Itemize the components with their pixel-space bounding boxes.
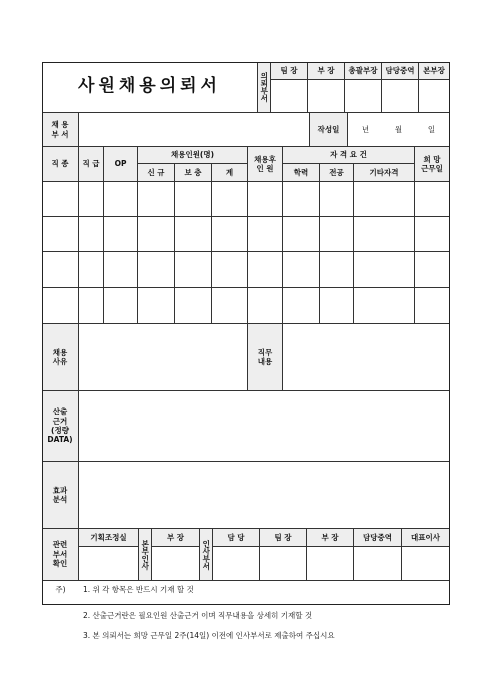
row-2-grade-cell[interactable] bbox=[79, 217, 104, 252]
related-ceo-sign[interactable] bbox=[402, 547, 450, 581]
related-ceo-label: 대표이사 bbox=[402, 529, 450, 547]
row-1-op-cell[interactable] bbox=[104, 182, 138, 217]
row-2-total-cell[interactable] bbox=[212, 217, 248, 252]
effect-label: 효과 분석 bbox=[42, 462, 79, 529]
related-executive-sign[interactable] bbox=[354, 547, 402, 581]
row-2-major-cell[interactable] bbox=[320, 217, 354, 252]
related-dept-label: 관련 부서 확인 bbox=[42, 529, 79, 581]
row-3-other-qualification-cell[interactable] bbox=[354, 252, 415, 288]
row-1-desired-start-cell[interactable] bbox=[415, 182, 450, 217]
reason-field[interactable] bbox=[79, 324, 248, 391]
col-new: 신 규 bbox=[138, 164, 175, 182]
related-in-charge-label: 담 당 bbox=[213, 529, 260, 547]
row-2-new-cell[interactable] bbox=[138, 217, 175, 252]
effect-field[interactable] bbox=[79, 462, 450, 529]
hire-dept-field[interactable] bbox=[79, 113, 310, 147]
row-1-after-hire-cell[interactable] bbox=[248, 182, 283, 217]
row-1-replacement-cell[interactable] bbox=[175, 182, 212, 217]
row-4-desired-start-cell[interactable] bbox=[415, 288, 450, 324]
row-4-education-cell[interactable] bbox=[283, 288, 320, 324]
row-3-grade-cell[interactable] bbox=[79, 252, 104, 288]
related-team-leader-label: 팀 장 bbox=[260, 529, 307, 547]
row-4-grade-cell[interactable] bbox=[79, 288, 104, 324]
related-in-charge-sign[interactable] bbox=[213, 547, 260, 581]
row-4-job-type-cell[interactable] bbox=[42, 288, 79, 324]
related-hr-dept-label: 인사부서 bbox=[200, 529, 213, 581]
form-title: 사원채용의뢰서 bbox=[42, 62, 258, 113]
related-executive-label: 담당중역 bbox=[354, 529, 402, 547]
row-2-after-hire-cell[interactable] bbox=[248, 217, 283, 252]
basis-label: 산출 근거 (정량 DATA) bbox=[42, 391, 79, 462]
row-4-after-hire-cell[interactable] bbox=[248, 288, 283, 324]
note-3: 3. 본 의뢰서는 희망 근무일 2주(14일) 이전에 인사부서로 제출하여 주십시요 bbox=[79, 626, 450, 646]
row-3-new-cell[interactable] bbox=[138, 252, 175, 288]
row-3-op-cell[interactable] bbox=[104, 252, 138, 288]
row-3-major-cell[interactable] bbox=[320, 252, 354, 288]
approval-header-division-head: 본부장 bbox=[419, 62, 450, 80]
col-grade: 직 급 bbox=[79, 147, 104, 182]
hire-dept-label: 채 용 부 서 bbox=[42, 113, 79, 147]
row-3-after-hire-cell[interactable] bbox=[248, 252, 283, 288]
col-desired-start: 희 망 근무일 bbox=[415, 147, 450, 182]
row-2-desired-start-cell[interactable] bbox=[415, 217, 450, 252]
row-2-op-cell[interactable] bbox=[104, 217, 138, 252]
hiring-request-form bbox=[42, 62, 450, 605]
col-major: 전공 bbox=[320, 164, 354, 182]
reason-label: 채용 사유 bbox=[42, 324, 79, 391]
approval-header-general-manager: 총괄부장 bbox=[345, 62, 382, 80]
row-4-other-qualification-cell[interactable] bbox=[354, 288, 415, 324]
row-1-other-qualification-cell[interactable] bbox=[354, 182, 415, 217]
col-replacement: 보 충 bbox=[175, 164, 212, 182]
row-4-total-cell[interactable] bbox=[212, 288, 248, 324]
row-2-job-type-cell[interactable] bbox=[42, 217, 79, 252]
col-headcount: 채용인원(명) bbox=[138, 147, 248, 164]
row-3-replacement-cell[interactable] bbox=[175, 252, 212, 288]
duty-field[interactable] bbox=[283, 324, 450, 391]
related-head-manager-sign[interactable] bbox=[152, 547, 200, 581]
related-planning-sign[interactable] bbox=[79, 547, 139, 581]
row-1-job-type-cell[interactable] bbox=[42, 182, 79, 217]
related-head-manager-label: 부 장 bbox=[152, 529, 200, 547]
approval-sign-division-head[interactable] bbox=[419, 80, 450, 113]
row-2-other-qualification-cell[interactable] bbox=[354, 217, 415, 252]
approval-sign-manager[interactable] bbox=[308, 80, 345, 113]
row-4-new-cell[interactable] bbox=[138, 288, 175, 324]
col-total: 계 bbox=[212, 164, 248, 182]
duty-label: 직무 내용 bbox=[248, 324, 283, 391]
row-1-total-cell[interactable] bbox=[212, 182, 248, 217]
row-3-desired-start-cell[interactable] bbox=[415, 252, 450, 288]
approval-header-team-leader: 팀 장 bbox=[271, 62, 308, 80]
notes-marker: 주) bbox=[42, 581, 79, 605]
written-date-field[interactable] bbox=[348, 113, 450, 147]
col-other-qualification: 기타자격 bbox=[354, 164, 415, 182]
row-1-education-cell[interactable] bbox=[283, 182, 320, 217]
related-team-leader-sign[interactable] bbox=[260, 547, 307, 581]
approval-sign-executive[interactable] bbox=[382, 80, 419, 113]
row-4-replacement-cell[interactable] bbox=[175, 288, 212, 324]
row-4-op-cell[interactable] bbox=[104, 288, 138, 324]
row-3-total-cell[interactable] bbox=[212, 252, 248, 288]
approval-sign-general-manager[interactable] bbox=[345, 80, 382, 113]
col-after-hire: 채용후 인 원 bbox=[248, 147, 283, 182]
related-manager-sign[interactable] bbox=[307, 547, 354, 581]
row-1-major-cell[interactable] bbox=[320, 182, 354, 217]
row-1-grade-cell[interactable] bbox=[79, 182, 104, 217]
row-3-job-type-cell[interactable] bbox=[42, 252, 79, 288]
row-3-education-cell[interactable] bbox=[283, 252, 320, 288]
row-2-education-cell[interactable] bbox=[283, 217, 320, 252]
row-2-replacement-cell[interactable] bbox=[175, 217, 212, 252]
request-dept-label: 의뢰부서 bbox=[258, 62, 271, 113]
date-month-label: 월 bbox=[394, 124, 403, 134]
col-job-type: 직 종 bbox=[42, 147, 79, 182]
approval-header-executive: 담당중역 bbox=[382, 62, 419, 80]
col-education: 학력 bbox=[283, 164, 320, 182]
col-qualification: 자 격 요 건 bbox=[283, 147, 415, 164]
col-op: OP bbox=[104, 147, 138, 182]
approval-sign-team-leader[interactable] bbox=[271, 80, 308, 113]
row-4-major-cell[interactable] bbox=[320, 288, 354, 324]
related-head-office-hr-label: 본부인사 bbox=[139, 529, 152, 581]
note-1: 1. 위 각 항목은 반드시 기재 할 것 bbox=[79, 581, 450, 605]
note-2: 2. 산출근거란은 필요인원 산출근거 이며 직무내용을 상세히 기재할 것 bbox=[79, 606, 450, 626]
row-1-new-cell[interactable] bbox=[138, 182, 175, 217]
related-planning-label: 기획조정실 bbox=[79, 529, 139, 547]
approval-header-manager: 부 장 bbox=[308, 62, 345, 80]
date-day-label: 일 bbox=[427, 124, 436, 134]
related-manager-label: 부 장 bbox=[307, 529, 354, 547]
basis-field[interactable] bbox=[79, 391, 450, 462]
date-year-label: 년 bbox=[361, 124, 370, 134]
written-date-label: 작성일 bbox=[310, 113, 348, 147]
